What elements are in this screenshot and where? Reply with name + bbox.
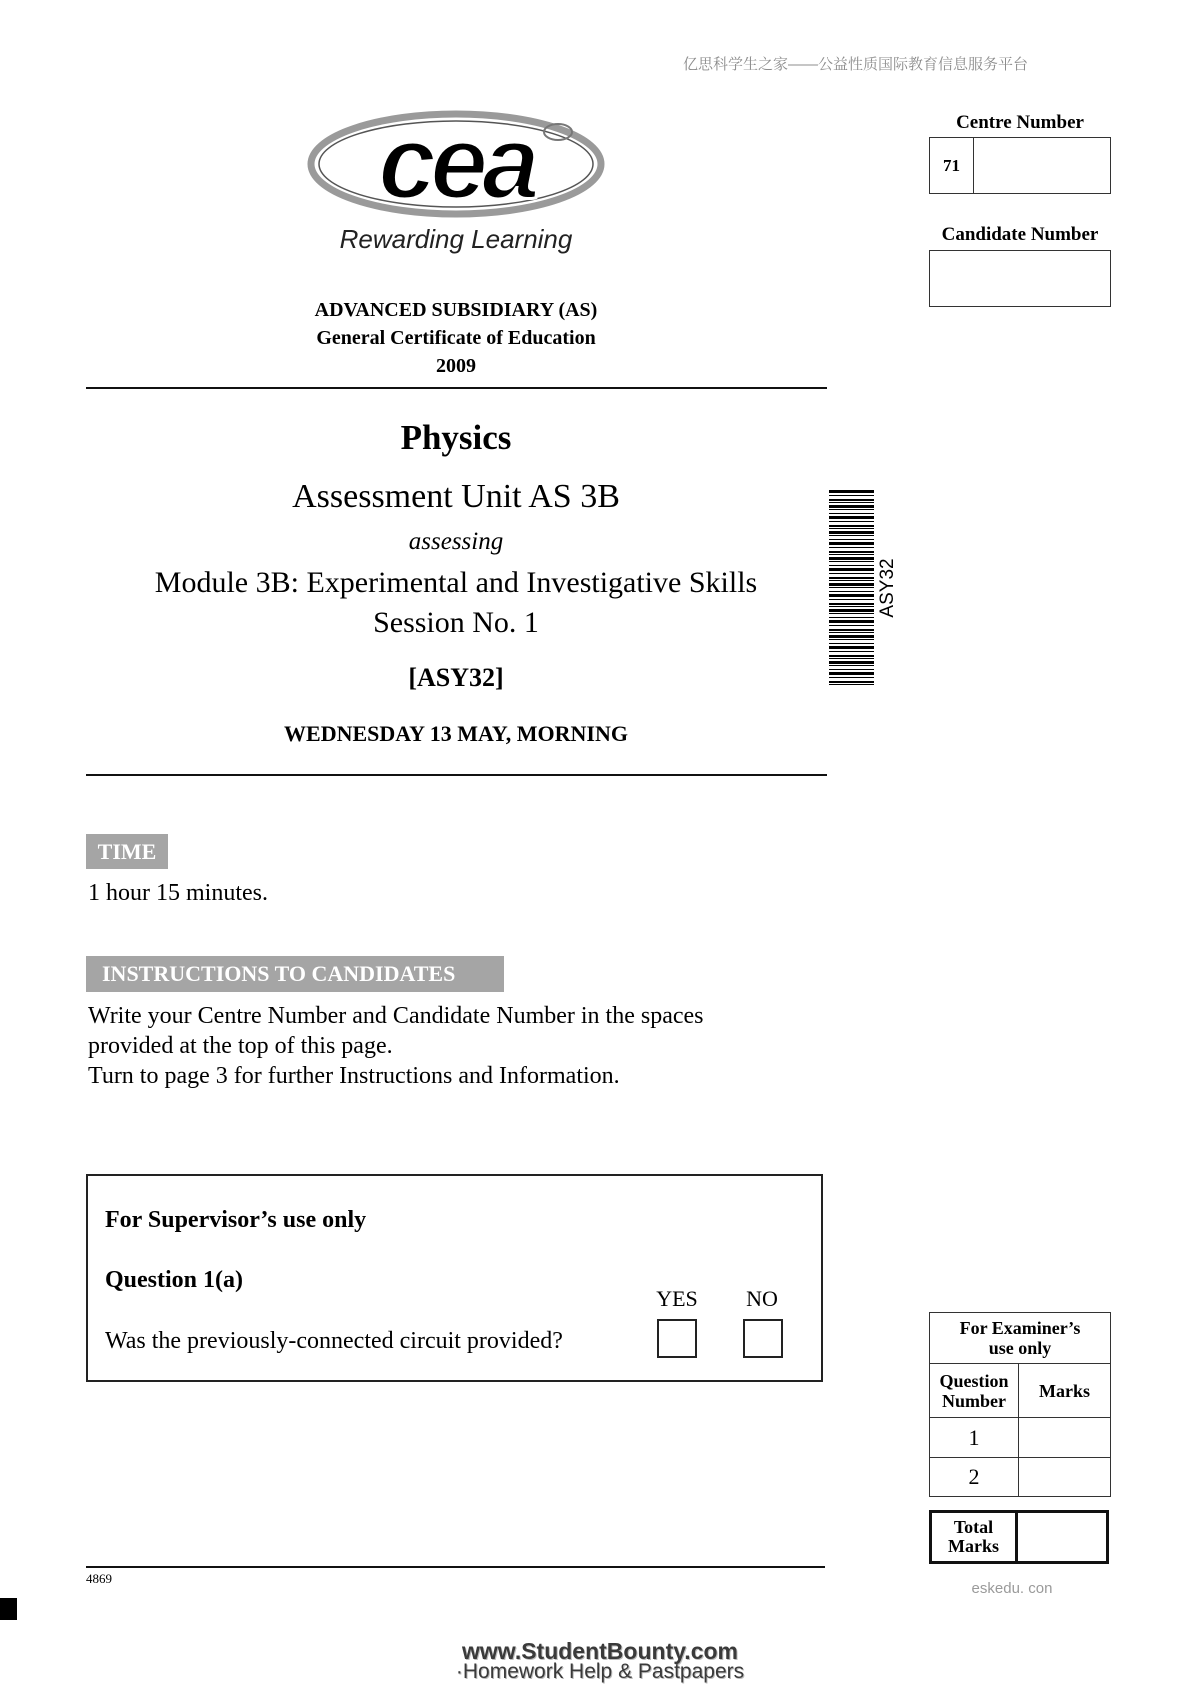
question-number-cell: 1 (930, 1418, 1019, 1458)
footer-divider (86, 1566, 825, 1568)
top-divider (86, 387, 827, 389)
time-allowed: 1 hour 15 minutes. (88, 880, 268, 906)
examiner-header-row (930, 1313, 1111, 1364)
cea-logo-graphic (306, 108, 606, 220)
exam-date: WEDNESDAY 13 MAY, MORNING (284, 721, 628, 746)
centre-number-value: 71 (930, 138, 974, 193)
session-number: Session No. 1 (373, 606, 539, 639)
table-row (930, 1418, 1111, 1458)
marks-cell (1019, 1458, 1111, 1497)
studentbounty-url: www.StudentBounty.com (462, 1638, 738, 1664)
site-watermark: eskedu. con (971, 1580, 1053, 1597)
candidate-number-label: Candidate Number (941, 224, 1099, 245)
assessment-unit: Assessment Unit AS 3B (292, 478, 620, 515)
instructions-text (88, 1001, 704, 1091)
instructions-heading: INSTRUCTIONS TO CANDIDATES (86, 956, 504, 992)
yes-checkbox (657, 1319, 697, 1358)
supervisor-prompt: Was the previously-connected circuit provided? (105, 1328, 563, 1354)
table-row (930, 1458, 1111, 1497)
top-watermark: 亿思科学生之家——公益性质国际教育信息服务平台 (683, 56, 1029, 73)
marks-header: Marks (1019, 1364, 1111, 1418)
paper-number: 4869 (86, 1571, 112, 1586)
cea-logo (306, 108, 606, 220)
logo-tagline: Rewarding Learning (339, 224, 573, 254)
exam-year: 2009 (436, 355, 476, 377)
supervisor-heading: For Supervisor’s use only (105, 1207, 367, 1233)
subject-title: Physics (400, 418, 512, 457)
registration-mark (0, 1598, 17, 1620)
no-label: NO (746, 1286, 778, 1311)
marks-cell (1019, 1418, 1111, 1458)
centre-number-box (929, 137, 1111, 194)
barcode (829, 490, 874, 685)
examiner-heading-cell (930, 1313, 1111, 1364)
candidate-number-box (929, 250, 1111, 307)
cea-logo-letters: cea (378, 108, 534, 220)
studentbounty-tagline: ·Homework Help & Pastpapers (455, 1660, 745, 1683)
question-number-header: Question Number (930, 1364, 1019, 1418)
centre-number-entry-cell (974, 138, 1110, 193)
barcode-label: ASY32 (877, 558, 898, 618)
paper-code: [ASY32] (408, 663, 504, 692)
supervisor-question: Question 1(a) (105, 1267, 243, 1293)
instruction-line: Turn to page 3 for further Instructions and Information. (88, 1063, 620, 1089)
yes-label: YES (656, 1286, 698, 1311)
total-marks-box (929, 1510, 1109, 1564)
qualification-level: ADVANCED SUBSIDIARY (AS) (314, 299, 598, 321)
centre-number-label: Centre Number (956, 112, 1084, 133)
total-marks-label: Total Marks (932, 1513, 1018, 1561)
examiner-heading: For Examiner’s use only (959, 1318, 1081, 1358)
supervisor-box (86, 1174, 823, 1382)
assessing-label: assessing (408, 528, 504, 555)
instruction-line: Write your Centre Number and Candidate Number in the spaces (88, 1003, 704, 1029)
total-marks-cell (1018, 1513, 1106, 1561)
title-divider (86, 774, 827, 776)
examiner-column-row (930, 1364, 1111, 1418)
qualification-header (156, 296, 756, 380)
no-checkbox (743, 1319, 783, 1358)
question-number-cell: 2 (930, 1458, 1019, 1497)
instruction-line: provided at the top of this page. (88, 1033, 393, 1059)
module-title: Module 3B: Experimental and Investigative Skills (154, 566, 758, 599)
qualification-name: General Certificate of Education (316, 327, 596, 349)
examiner-table (929, 1312, 1111, 1497)
time-heading: TIME (86, 834, 168, 869)
